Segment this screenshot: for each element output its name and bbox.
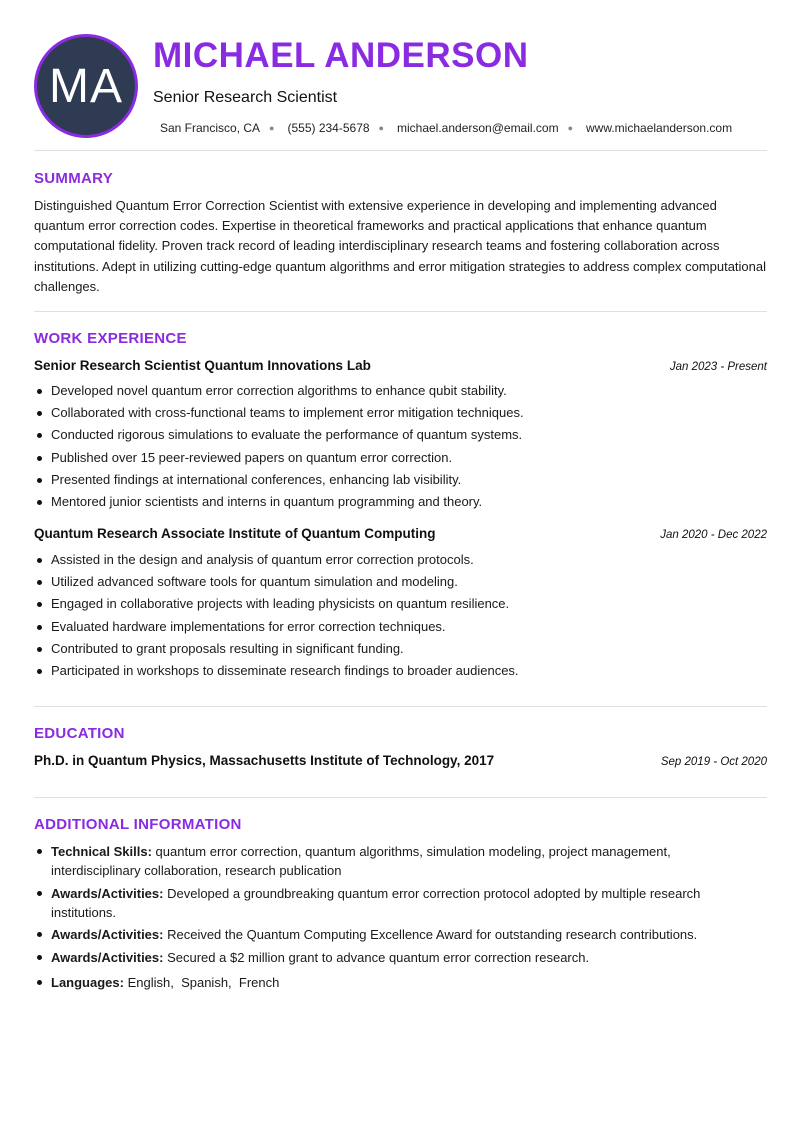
job-header bbox=[34, 526, 767, 541]
education-entry bbox=[34, 753, 767, 768]
education-date: Sep 2019 - Oct 2020 bbox=[660, 756, 767, 768]
list-item bbox=[34, 973, 724, 992]
avatar bbox=[34, 34, 138, 138]
candidate-name: MICHAEL ANDERSON bbox=[153, 36, 529, 75]
list-item: Presented findings at international conferences, enhancing lab visibility. bbox=[34, 469, 767, 491]
job-title: Senior Research Scientist bbox=[153, 89, 338, 106]
summary-heading: SUMMARY bbox=[34, 170, 114, 187]
list-item: Utilized advanced software tools for quantum simulation and modeling. bbox=[34, 571, 767, 593]
education-degree: Ph.D. in Quantum Physics, Massachusetts Institute of Technology, 2017 bbox=[34, 753, 495, 768]
item-label: Languages: bbox=[51, 974, 124, 990]
list-item: Participated in workshops to disseminate research findings to broader audiences. bbox=[34, 660, 767, 682]
avatar-initials: MA bbox=[49, 59, 123, 113]
list-item: Engaged in collaborative projects with leading physicists on quantum resilience. bbox=[34, 593, 767, 615]
separator-dot-icon: ● bbox=[567, 123, 574, 133]
list-item bbox=[34, 948, 724, 967]
item-text: Secured a $2 million grant to advance quantum error correction research. bbox=[167, 949, 590, 965]
work-experience-heading: WORK EXPERIENCE bbox=[34, 330, 187, 347]
job-role: Quantum Research Associate Institute of Quantum Computing bbox=[34, 526, 436, 541]
divider bbox=[34, 311, 767, 312]
education-heading: EDUCATION bbox=[34, 725, 125, 742]
job-date: Jan 2020 - Dec 2022 bbox=[660, 529, 767, 541]
item-text: Developed a groundbreaking quantum error correction protocol adopted by multiple research institutions. bbox=[51, 885, 701, 920]
divider bbox=[34, 150, 767, 151]
item-label: Awards/Activities: bbox=[51, 885, 164, 901]
list-item: Published over 15 peer-reviewed papers on quantum error correction. bbox=[34, 447, 767, 469]
job-bullets bbox=[34, 549, 767, 682]
divider bbox=[34, 706, 767, 707]
job-bullets bbox=[34, 380, 767, 513]
item-text: Received the Quantum Computing Excellence Award for outstanding research contributions. bbox=[167, 927, 698, 942]
separator-dot-icon: ● bbox=[269, 123, 275, 133]
list-item bbox=[34, 842, 724, 880]
contact-phone: (555) 234-5678 bbox=[287, 121, 370, 135]
separator-dot-icon: ● bbox=[378, 123, 384, 133]
item-label: Awards/Activities: bbox=[51, 927, 164, 942]
list-item: Developed novel quantum error correction algorithms to enhance qubit stability. bbox=[34, 380, 767, 402]
list-item: Mentored junior scientists and interns in quantum programming and theory. bbox=[34, 491, 767, 513]
list-item: Evaluated hardware implementations for error correction techniques. bbox=[34, 616, 767, 638]
list-item: Conducted rigorous simulations to evaluate the performance of quantum systems. bbox=[34, 424, 767, 446]
list-item bbox=[34, 884, 724, 922]
divider bbox=[34, 797, 767, 798]
additional-info-list bbox=[34, 842, 724, 995]
item-text: English, Spanish, French bbox=[127, 974, 280, 990]
job-header bbox=[34, 358, 767, 373]
list-item: Collaborated with cross-functional teams to implement error mitigation techniques. bbox=[34, 402, 767, 424]
item-label: Technical Skills: bbox=[51, 844, 152, 859]
job-role: Senior Research Scientist Quantum Innovations Lab bbox=[34, 358, 371, 373]
contact-line bbox=[160, 121, 732, 135]
job-date: Jan 2023 - Present bbox=[669, 361, 767, 373]
item-label: Awards/Activities: bbox=[51, 949, 164, 965]
item-text: quantum error correction, quantum algorithms, simulation modeling, project management, interdisciplinary collaboration, research publication bbox=[51, 844, 671, 878]
contact-website[interactable]: www.michaelanderson.com bbox=[586, 121, 733, 135]
additional-info-heading: ADDITIONAL INFORMATION bbox=[34, 816, 242, 833]
summary-text: Distinguished Quantum Error Correction Scientist with extensive experience in developing and implementing advanced quantum error correction codes. Expertise in theoretical frameworks and practical applications that enhance quantum computational fidelity. Proven track record of leading interdisciplinary research teams and fostering collaboration across institutions. Adept in utilizing cutting-edge quantum algorithms and error mitigation strategies to address complex computational challenges. bbox=[34, 198, 767, 294]
list-item: Assisted in the design and analysis of quantum error correction protocols. bbox=[34, 549, 767, 571]
list-item: Contributed to grant proposals resulting in significant funding. bbox=[34, 638, 767, 660]
contact-location: San Francisco, CA bbox=[160, 121, 261, 135]
contact-email[interactable]: michael.anderson@email.com bbox=[396, 121, 559, 135]
list-item bbox=[34, 925, 724, 944]
